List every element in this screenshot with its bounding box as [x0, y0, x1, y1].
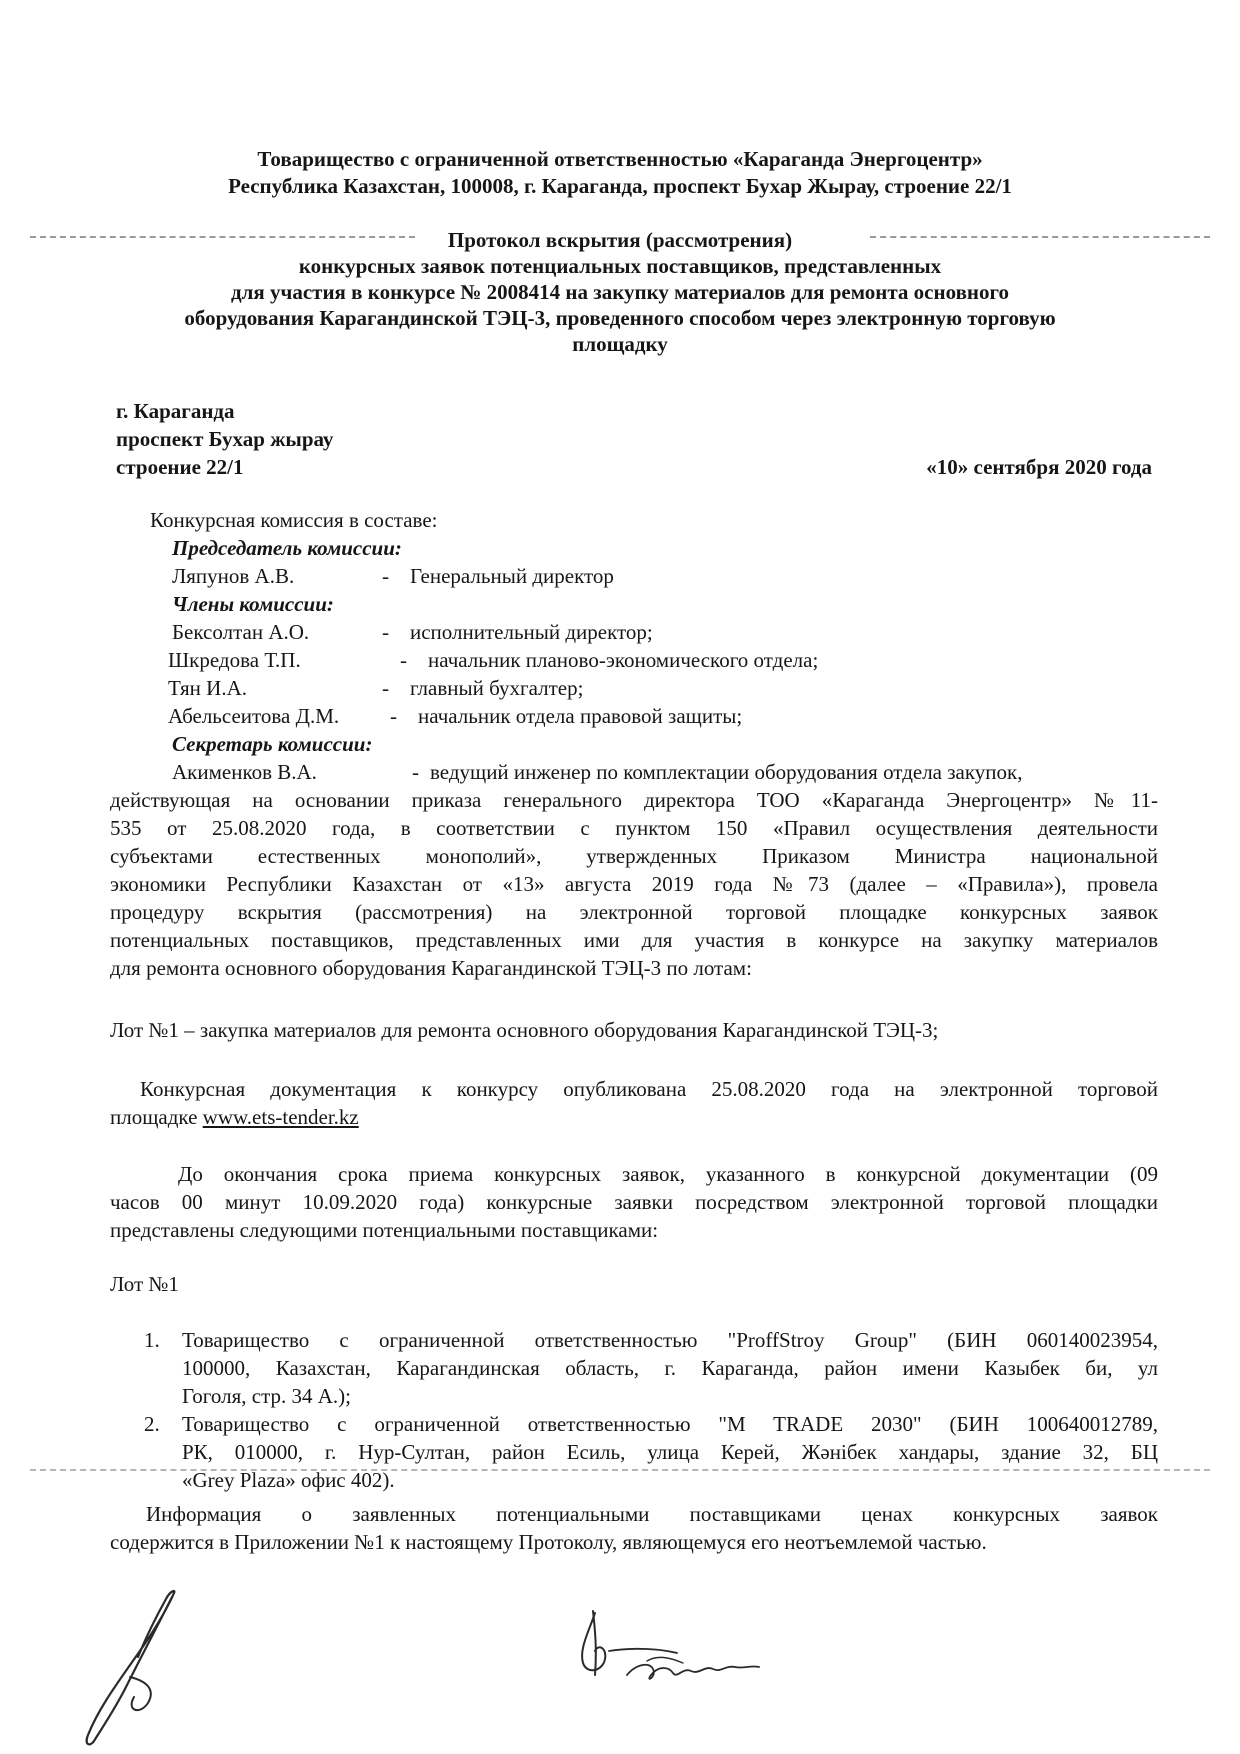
supplier-number: 2. — [144, 1412, 160, 1436]
place-building: строение 22/1 — [116, 455, 244, 479]
member-role: исполнительный директор; — [410, 620, 653, 644]
paragraph-line: 535 от 25.08.2020 года, в соответствии с пунктом 150 «Правил осуществления деятельности — [110, 816, 1158, 840]
member-name: Тян И.А. — [168, 676, 248, 700]
info-paragraph — [110, 1500, 1158, 1556]
paragraph-line: представлены следующими потенциальными поставщиками: — [110, 1218, 659, 1242]
procedure-paragraph — [110, 786, 1158, 982]
deadline-paragraph — [110, 1160, 1158, 1244]
supplier-line: РК, 010000, г. Нур-Султан, район Есиль, улица Керей, Жәнібек хандары, здание 32, БЦ — [182, 1440, 1158, 1464]
org-header — [0, 146, 1240, 200]
supplier-item — [144, 1410, 1158, 1494]
member-name: Абельсеитова Д.М. — [168, 704, 340, 728]
member-role: Генеральный директор — [410, 564, 614, 588]
paragraph-line: содержится в Приложении №1 к настоящему Протоколу, являющемуся его неотъемлемой частью. — [110, 1530, 987, 1554]
signature-left — [60, 1585, 190, 1750]
paragraph-line: потенциальных поставщиков, представленных ими для участия в конкурсе на закупку материалов — [110, 928, 1158, 952]
paragraph-line: экономики Республики Казахстан от «13» августа 2019 года №73 (далее – «Правила»), провела — [110, 872, 1158, 896]
member-dash: - — [382, 564, 389, 588]
member-dash: - — [382, 620, 389, 644]
paragraph-text: площадке — [110, 1105, 203, 1129]
supplier-line: «Grey Plaza» офис 402). — [182, 1468, 395, 1492]
chair-row — [172, 562, 614, 590]
org-address: Республика Казахстан, 100008, г. Караганда, проспект Бухар Жырау, строение 22/1 — [228, 174, 1012, 198]
supplier-item — [144, 1326, 1158, 1410]
paragraph-line: процедуру вскрытия (рассмотрения) на электронной торговой площадке конкурсных заявок — [110, 900, 1158, 924]
org-name: Товарищество с ограниченной ответственностью «Караганда Энергоцентр» — [257, 147, 983, 171]
ets-tender-link[interactable]: www.ets-tender.kz — [202, 1105, 359, 1129]
member-dash: - — [400, 648, 407, 672]
member-row — [168, 674, 583, 702]
title-line: для участия в конкурсе № 2008414 на закупку материалов для ремонта основного — [230, 280, 1010, 304]
member-name: Акименков В.А. — [172, 760, 317, 784]
member-role: начальник планово-экономического отдела; — [428, 648, 819, 672]
member-row — [168, 646, 818, 674]
paragraph-line: действующая на основании приказа генерального директора ТОО «Караганда Энергоцентр» №11- — [110, 788, 1158, 812]
member-name: Ляпунов А.В. — [172, 564, 295, 588]
member-role: ведущий инженер по комплектации оборудования отдела закупок, — [430, 760, 1023, 784]
member-role: главный бухгалтер; — [410, 676, 584, 700]
member-dash: - — [390, 704, 397, 728]
member-row — [168, 702, 742, 730]
paragraph-line: Информация о заявленных потенциальными поставщиками ценах конкурсных заявок — [146, 1502, 1158, 1526]
title-line: конкурсных заявок потенциальных поставщиков, представленных — [298, 254, 942, 278]
paragraph-line: для ремонта основного оборудования Карагандинской ТЭЦ-3 по лотам: — [110, 956, 752, 980]
supplier-number: 1. — [144, 1328, 160, 1352]
suppliers-list — [144, 1326, 1158, 1494]
paragraph-line: До окончания срока приема конкурсных заявок, указанного в конкурсной документации (09 — [178, 1162, 1158, 1186]
members-heading: Члены комиссии: — [172, 592, 334, 616]
chair-heading: Председатель комиссии: — [172, 536, 402, 560]
title-line: Протокол вскрытия (рассмотрения) — [447, 228, 793, 252]
member-name: Бексолтан А.О. — [172, 620, 310, 644]
publication-paragraph — [110, 1075, 1158, 1131]
supplier-line: Товарищество с ограниченной ответственностью "ProffStroy Group" (БИН 060140023954, — [182, 1328, 1158, 1352]
secretary-heading: Секретарь комиссии: — [172, 732, 373, 756]
lot-heading: Лот №1 — [110, 1272, 179, 1296]
member-name: Шкредова Т.П. — [168, 648, 301, 672]
paragraph-line: субъектами естественных монополий», утвержденных Приказом Министра национальной — [110, 844, 1158, 868]
paragraph-line — [110, 1103, 1158, 1131]
member-role: начальник отдела правовой защиты; — [418, 704, 743, 728]
supplier-line: 100000, Казахстан, Карагандинская область, г. Караганда, район имени Казыбек би, ул — [182, 1356, 1158, 1380]
member-dash: - — [412, 760, 419, 784]
member-dash: - — [382, 676, 389, 700]
lot-description: Лот №1 – закупка материалов для ремонта основного оборудования Карагандинской ТЭЦ-3; — [110, 1018, 939, 1042]
place-block — [116, 397, 333, 481]
signature-right — [565, 1605, 780, 1690]
member-row — [172, 618, 653, 646]
place-street: проспект Бухар жырау — [116, 427, 334, 451]
paragraph-line: Конкурсная документация к конкурсу опубликована 25.08.2020 года на электронной торговой — [140, 1077, 1158, 1101]
supplier-line: Товарищество с ограниченной ответственностью "M TRADE 2030" (БИН 100640012789, — [182, 1412, 1158, 1436]
title-line: площадку — [572, 332, 668, 356]
supplier-line: Гоголя, стр. 34 А.); — [182, 1384, 351, 1408]
protocol-title — [0, 227, 1240, 357]
secretary-row — [172, 758, 1022, 786]
title-line: оборудования Карагандинской ТЭЦ-3, проведенного способом через электронную торговую — [184, 306, 1056, 330]
place-city: г. Караганда — [116, 399, 235, 423]
protocol-date: «10» сентября 2020 года — [926, 455, 1152, 479]
commission-intro: Конкурсная комиссия в составе: — [150, 508, 438, 532]
paragraph-line: часов 00 минут 10.09.2020 года) конкурсные заявки посредством электронной торговой площадки — [110, 1190, 1158, 1214]
